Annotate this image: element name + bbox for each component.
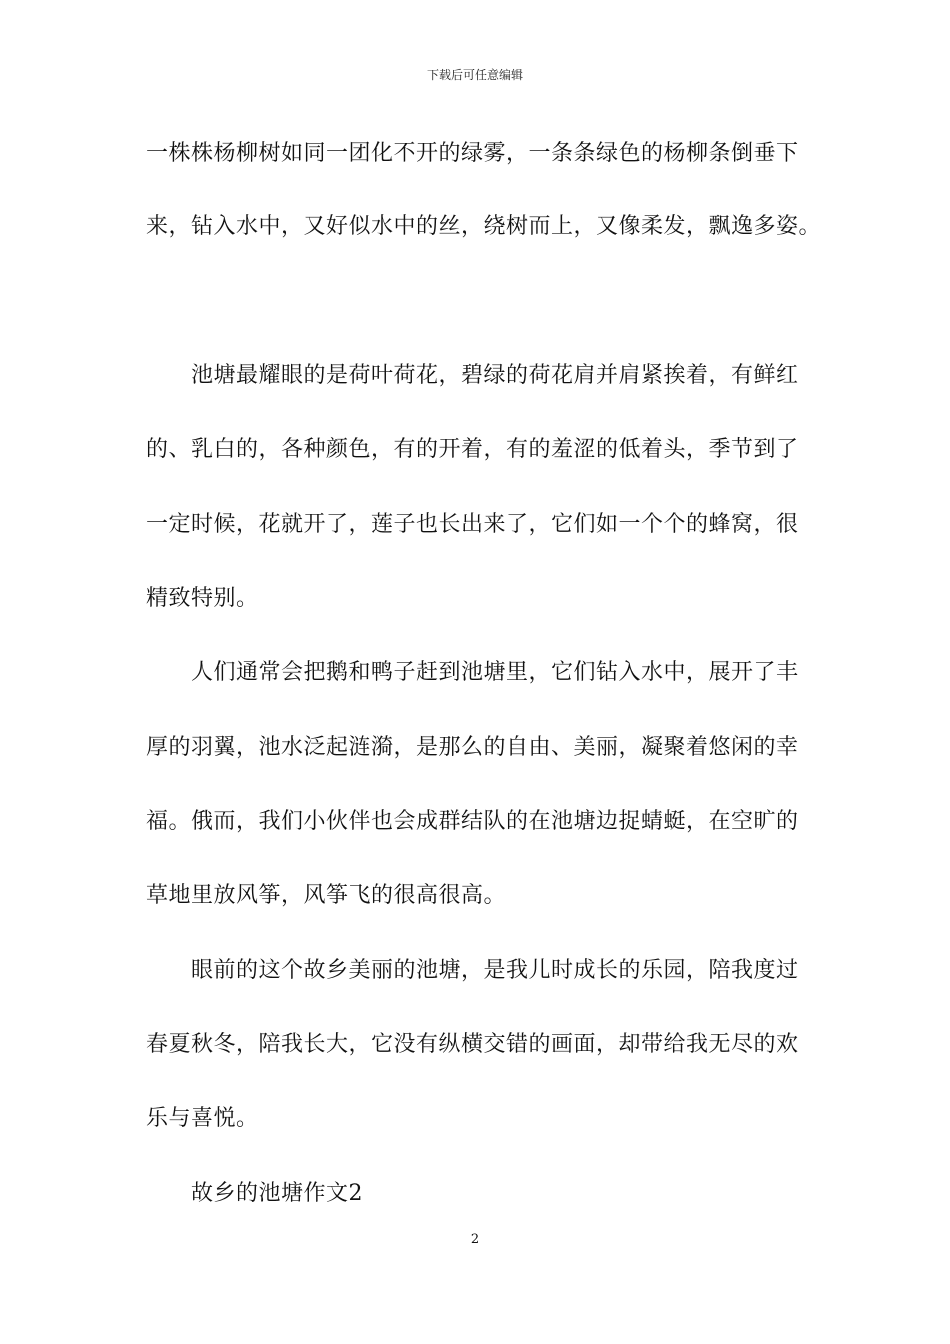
paragraph-4-line-3: 乐与喜悦。 [146, 1106, 259, 1131]
paragraph-2-line-1: 池塘最耀眼的是荷叶荷花，碧绿的荷花肩并肩紧挨着，有鲜红 [191, 363, 799, 388]
paragraph-2-line-2: 的、乳白的，各种颜色，有的开着，有的羞涩的低着头，季节到了 [146, 437, 799, 462]
paragraph-2-line-3: 一定时候，花就开了，莲子也长出来了，它们如一个个的蜂窝，很 [146, 512, 799, 537]
paragraph-3-line-3: 福。俄而，我们小伙伴也会成群结队的在池塘边捉蜻蜓，在空旷的 [146, 809, 799, 834]
paragraph-1-line-1: 一株株杨柳树如同一团化不开的绿雾，一条条绿色的杨柳条倒垂下 [146, 141, 799, 166]
paragraph-3-line-2: 厚的羽翼，池水泛起涟漪，是那么的自由、美丽，凝聚着悠闲的幸 [146, 735, 799, 760]
paragraph-3-line-4: 草地里放风筝，风筝飞的很高很高。 [146, 883, 507, 908]
paragraph-1-line-2: 来，钻入水中，又好似水中的丝，绕树而上，又像柔发，飘逸多姿。 [146, 214, 822, 239]
paragraph-4-line-2: 春夏秋冬，陪我长大，它没有纵横交错的画面，却带给我无尽的欢 [146, 1032, 799, 1057]
page-number: 2 [470, 1232, 480, 1247]
paragraph-3-line-1: 人们通常会把鹅和鸭子赶到池塘里，它们钻入水中，展开了丰 [191, 660, 799, 685]
section-heading: 故乡的池塘作文2 [191, 1181, 363, 1206]
page-header-note: 下载后可任意编辑 [426, 68, 523, 82]
paragraph-2-line-4: 精致特别。 [146, 586, 259, 611]
paragraph-4-line-1: 眼前的这个故乡美丽的池塘，是我儿时成长的乐园，陪我度过 [191, 958, 799, 983]
